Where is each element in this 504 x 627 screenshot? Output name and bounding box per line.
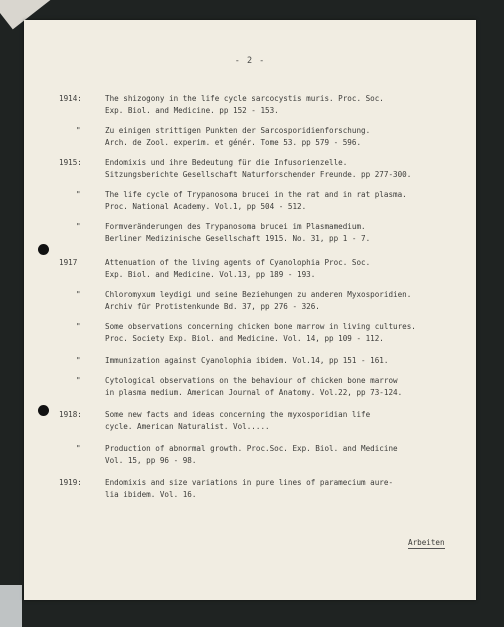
bibliography-line	[24, 375, 476, 387]
ditto-mark: "	[76, 290, 81, 299]
entry-year: 1919:	[59, 478, 82, 487]
bibliography-line	[24, 477, 476, 489]
bibliography-line	[24, 455, 476, 467]
bibliography-line	[24, 93, 476, 105]
entry-text: Berliner Medizinische Gesellschaft 1915. No. 31, pp 1 - 7.	[105, 234, 371, 243]
entry-text: cycle. American Naturalist. Vol.....	[105, 422, 270, 431]
bibliography-line	[24, 301, 476, 313]
entry-text: Arch. de Zool. experim. et génér. Tome 53. pp 579 - 596.	[105, 138, 362, 147]
bibliography-line	[24, 169, 476, 181]
entry-text: The shizogony in the life cycle sarcocystis muris. Proc. Soc.	[105, 94, 384, 103]
bibliography-line	[24, 421, 476, 433]
bibliography-line	[24, 269, 476, 281]
entry-year: 1915:	[59, 158, 82, 167]
entry-text: Vol. 15, pp 96 - 98.	[105, 456, 197, 465]
bibliography-line	[24, 257, 476, 269]
entry-text: lia ibidem. Vol. 16.	[105, 490, 197, 499]
entry-text: Proc. Society Exp. Biol. and Medicine. Vol. 14, pp 109 - 112.	[105, 334, 384, 343]
entry-year: 1918:	[59, 410, 82, 419]
ditto-mark: "	[76, 444, 81, 453]
entry-text: Some new facts and ideas concerning the myxosporidian life	[105, 410, 371, 419]
entry-text: Exp. Biol. and Medicine. pp 152 - 153.	[105, 106, 279, 115]
ditto-mark: "	[76, 376, 81, 385]
bibliography-line	[24, 409, 476, 421]
entry-text: Attenuation of the living agents of Cyanolophia Proc. Soc.	[105, 258, 371, 267]
document-page	[24, 20, 476, 600]
entry-text: Endomixis and size variations in pure lines of paramecium aure-	[105, 478, 394, 487]
entry-text: Some observations concerning chicken bone marrow in living cultures.	[105, 322, 416, 331]
bibliography-line	[24, 201, 476, 213]
entry-year: 1917	[59, 258, 78, 267]
punch-hole-bottom	[38, 405, 49, 416]
bibliography-line	[24, 321, 476, 333]
ditto-mark: "	[76, 126, 81, 135]
entry-text: Endomixis und ihre Bedeutung für die Infusorienzelle.	[105, 158, 348, 167]
bibliography-line	[24, 387, 476, 399]
bibliography-line	[24, 333, 476, 345]
entry-text: Formveränderungen des Trypanosoma brucei im Plasmamedium.	[105, 222, 366, 231]
entry-text: Immunization against Cyanolophia ibidem. Vol.14, pp 151 - 161.	[105, 356, 389, 365]
ditto-mark: "	[76, 356, 81, 365]
bibliography-line	[24, 189, 476, 201]
ditto-mark: "	[76, 190, 81, 199]
entry-text: Exp. Biol. and Medicine. Vol.13, pp 189 - 193.	[105, 270, 316, 279]
bibliography-line	[24, 105, 476, 117]
bibliography-line	[24, 137, 476, 149]
bibliography-line	[24, 289, 476, 301]
bibliography-line	[24, 489, 476, 501]
page-number: - 2 -	[234, 56, 266, 66]
entry-text: Sitzungsberichte Gesellschaft Naturforschender Freunde. pp 277-300.	[105, 170, 412, 179]
entry-text: The life cycle of Trypanosoma brucei in the rat and in rat plasma.	[105, 190, 407, 199]
entry-text: Cytological observations on the behaviour of chicken bone marrow	[105, 376, 398, 385]
punch-hole-top	[38, 244, 49, 255]
ditto-mark: "	[76, 222, 81, 231]
bibliography-line	[24, 157, 476, 169]
bibliography-line	[24, 233, 476, 245]
scanner-edge	[0, 585, 22, 627]
ditto-mark: "	[76, 322, 81, 331]
bibliography-line	[24, 355, 476, 367]
entry-text: Proc. National Academy. Vol.1, pp 504 - 512.	[105, 202, 307, 211]
entry-text: Archiv für Protistenkunde Bd. 37, pp 276 - 326.	[105, 302, 320, 311]
entry-text: Zu einigen strittigen Punkten der Sarcosporidienforschung.	[105, 126, 371, 135]
catchword-footer: Arbeiten	[408, 538, 445, 547]
bibliography-line	[24, 125, 476, 137]
entry-text: Chloromyxum leydigi und seine Beziehungen zu anderen Myxosporidien.	[105, 290, 412, 299]
entry-year: 1914:	[59, 94, 82, 103]
bibliography-line	[24, 221, 476, 233]
bibliography-line	[24, 443, 476, 455]
entry-text: in plasma medium. American Journal of Anatomy. Vol.22, pp 73-124.	[105, 388, 403, 397]
entry-text: Production of abnormal growth. Proc.Soc. Exp. Biol. and Medicine	[105, 444, 398, 453]
